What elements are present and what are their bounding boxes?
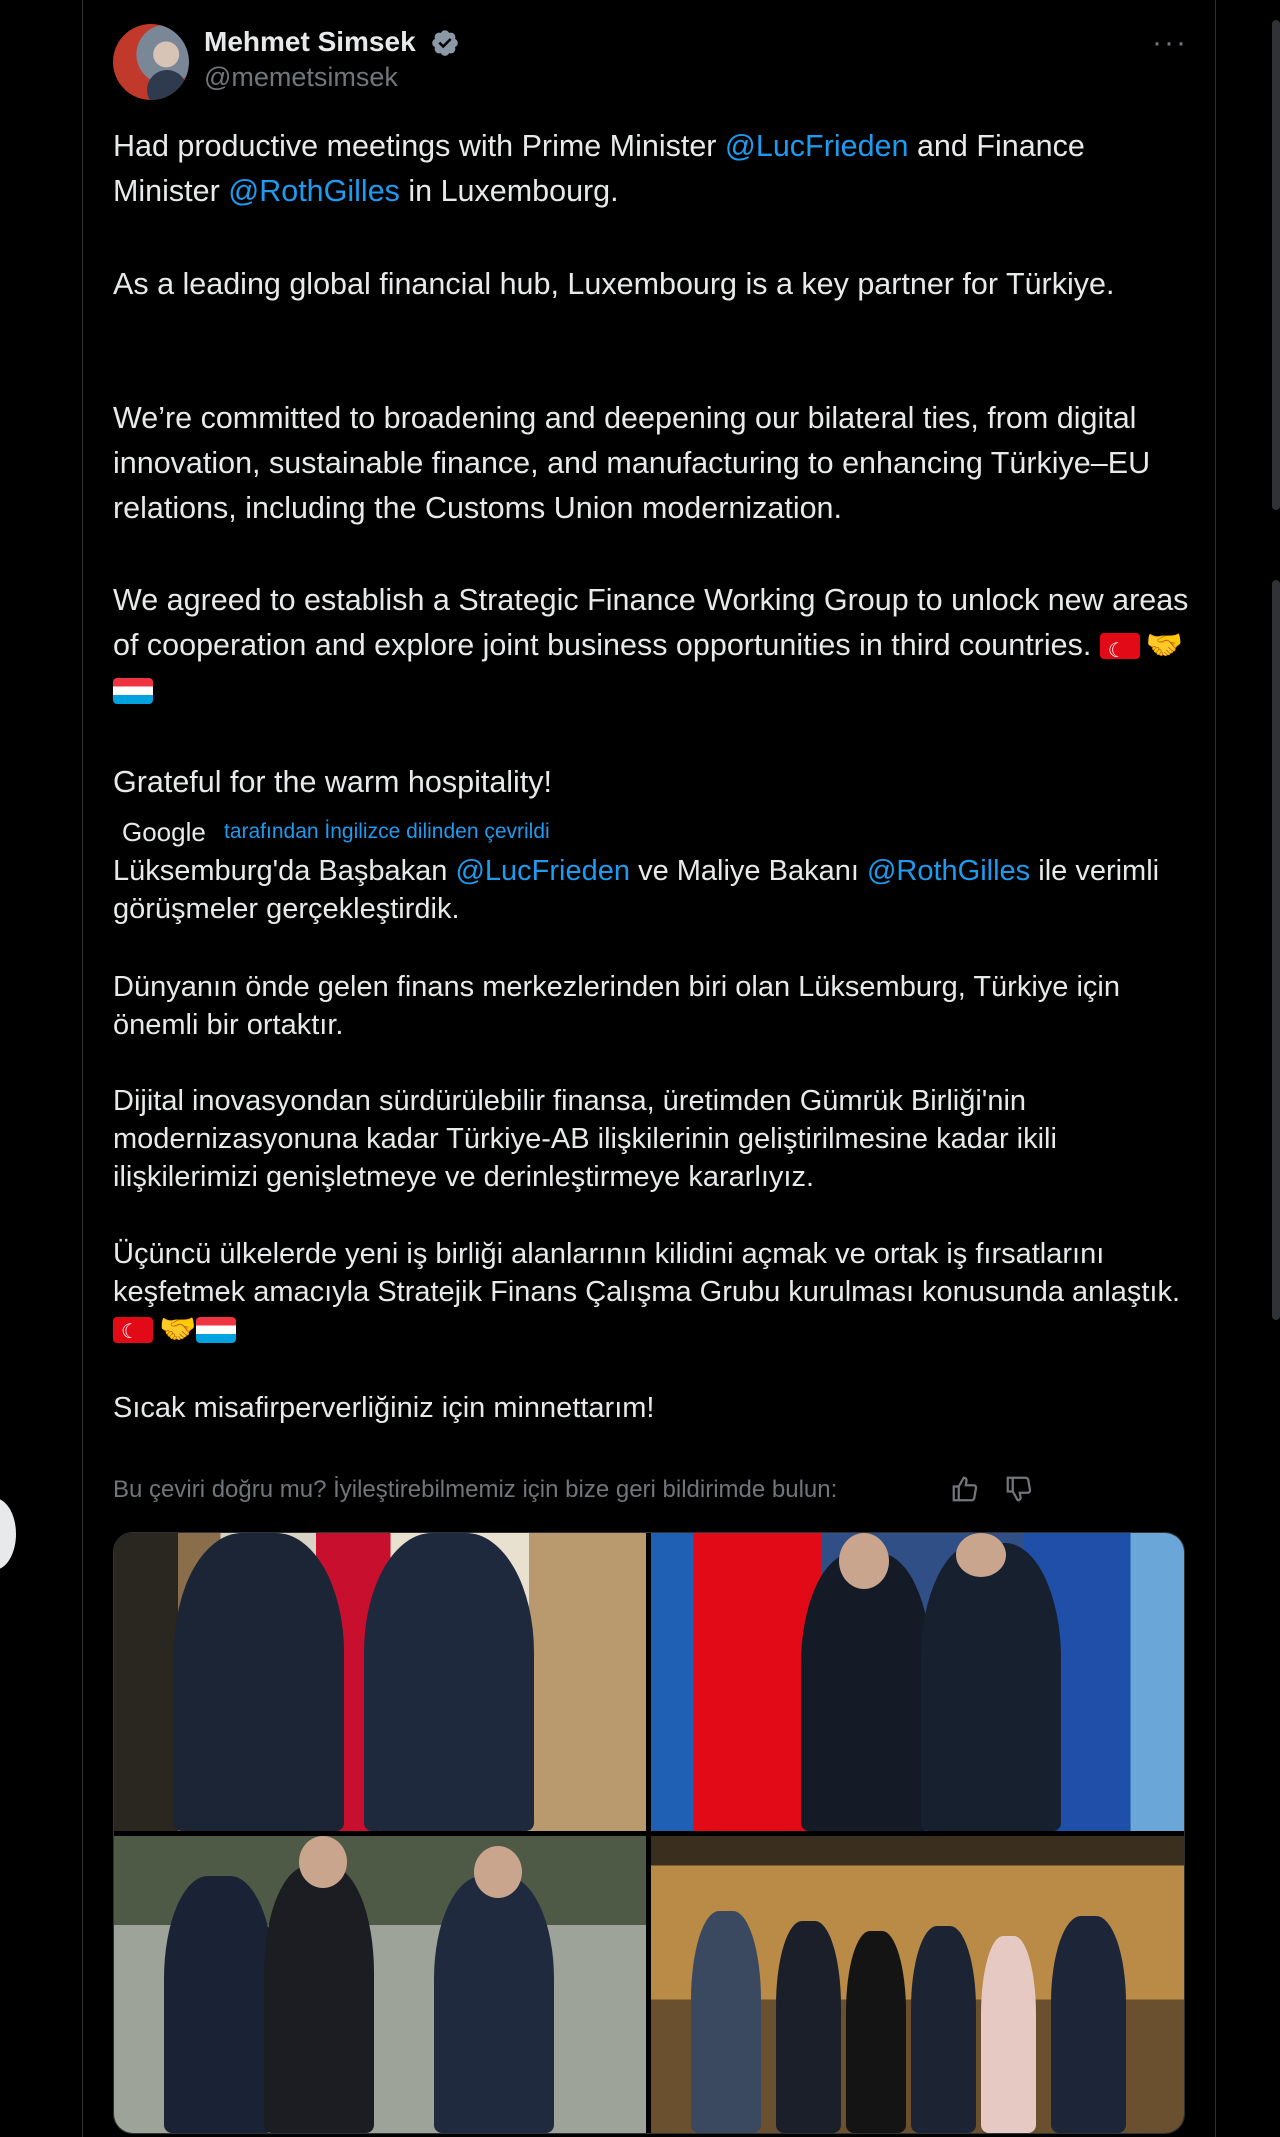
person-head [299,1836,347,1888]
translation-paragraph-3: Dijital inovasyondan sürdürülebilir finansa, üretimden Gümrük Birliği'nin modernizasyonuna kadar Türkiye-AB ilişkilerinin geliştirilmesine kadar ikili ilişkilerimizi genişletmeye ve derinleştirmeye kararlıyız. [113,1085,1057,1193]
person-shape [364,1533,534,1831]
person-shape [801,1553,931,1831]
translation-turkey-flag-icon [113,1317,153,1343]
luxembourg-flag-icon [113,678,153,704]
photo-garden-meeting[interactable] [114,1836,646,2133]
person-shape [981,1936,1036,2133]
post-paragraph-3: We’re committed to broadening and deepening our bilateral ties, from digital innovation, sustainable finance, and manufacturing to enhancing Türkiye–EU relations, including the Customs Union modernization. [113,401,1151,525]
author-handle[interactable]: @memetsimsek [204,62,398,92]
person-shape [776,1921,841,2133]
thumbs-down-icon[interactable] [1004,1474,1034,1504]
handshake-icon: 🤝 [1145,629,1184,662]
verified-badge-icon [430,28,460,58]
turkey-flag-icon [1100,633,1140,659]
photo-handshake-flags[interactable] [114,1533,646,1831]
translation-feedback-prompt: Bu çeviri doğru mu? İyileştirebilmemiz için bize geri bildirimde bulun: [113,1476,838,1503]
right-scrollbar-lower[interactable] [1272,580,1280,1320]
mention-lucfrieden[interactable]: @LucFrieden [724,129,909,163]
translation-handshake-icon: 🤝 [159,1313,197,1346]
person-shape [911,1926,976,2133]
photo-flags-eu[interactable] [651,1533,1184,1831]
person-head [956,1533,1006,1577]
translation-luxembourg-flag-icon [196,1317,236,1343]
person-shape [164,1876,274,2133]
person-shape [174,1533,344,1831]
side-scroll-indicator[interactable] [0,1498,16,1570]
author-name[interactable]: Mehmet Simsek [204,26,416,57]
translation-paragraph-5: Sıcak misafirperverliğiniz için minnettarım! [113,1392,655,1424]
author-avatar[interactable] [113,24,189,100]
right-scrollbar-upper[interactable] [1272,20,1280,510]
translation-paragraph-1: Lüksemburg'da Başbakan @LucFrieden ve Maliye Bakanı @RothGilles ile verimli görüşmeler gerçekleştirdik. [113,855,1160,925]
translation-mention-rothgilles[interactable]: @RothGilles [866,855,1031,887]
thumbs-up-icon[interactable] [950,1474,980,1504]
translation-mention-lucfrieden[interactable]: @LucFrieden [455,855,631,887]
person-shape [434,1876,554,2133]
translation-paragraph-4: Üçüncü ülkelerde yeni iş birliği alanlarının kilidini açmak ve ortak iş fırsatlarını keşfetmek amacıyla Stratejik Finans Çalışma Grubu kurulması konusunda anlaştık. ☾🤝 [113,1235,1193,1349]
mention-rothgilles[interactable]: @RothGilles [228,174,400,208]
photo-group-delegation[interactable] [651,1836,1184,2133]
more-options-icon[interactable]: ··· [1152,26,1188,59]
google-logo: Google [122,817,206,847]
post-paragraph-5: Grateful for the warm hospitality! [113,765,553,799]
post-paragraph-2: As a leading global financial hub, Luxembourg is a key partner for Türkiye. [113,267,1115,301]
photo-grid [113,1532,1185,2134]
translation-attribution[interactable]: tarafından İngilizce dilinden çevrildi [224,820,550,843]
post-paragraph-1: Had productive meetings with Prime Minister @LucFrieden and Finance Minister @RothGilles in Luxembourg. [113,129,1085,208]
person-shape [921,1543,1061,1831]
person-shape [691,1911,761,2133]
translation-paragraph-2: Dünyanın önde gelen finans merkezlerinden biri olan Lüksemburg, Türkiye için önemli bir ortaktır. [113,971,1120,1041]
post-paragraph-4: We agreed to establish a Strategic Finance Working Group to unlock new areas of cooperation and explore joint business opportunities in third countries. ☾🤝 [113,578,1193,713]
person-shape [1051,1916,1126,2133]
person-head [474,1846,522,1898]
person-head [839,1533,889,1589]
person-shape [846,1931,906,2133]
person-shape [264,1866,374,2133]
